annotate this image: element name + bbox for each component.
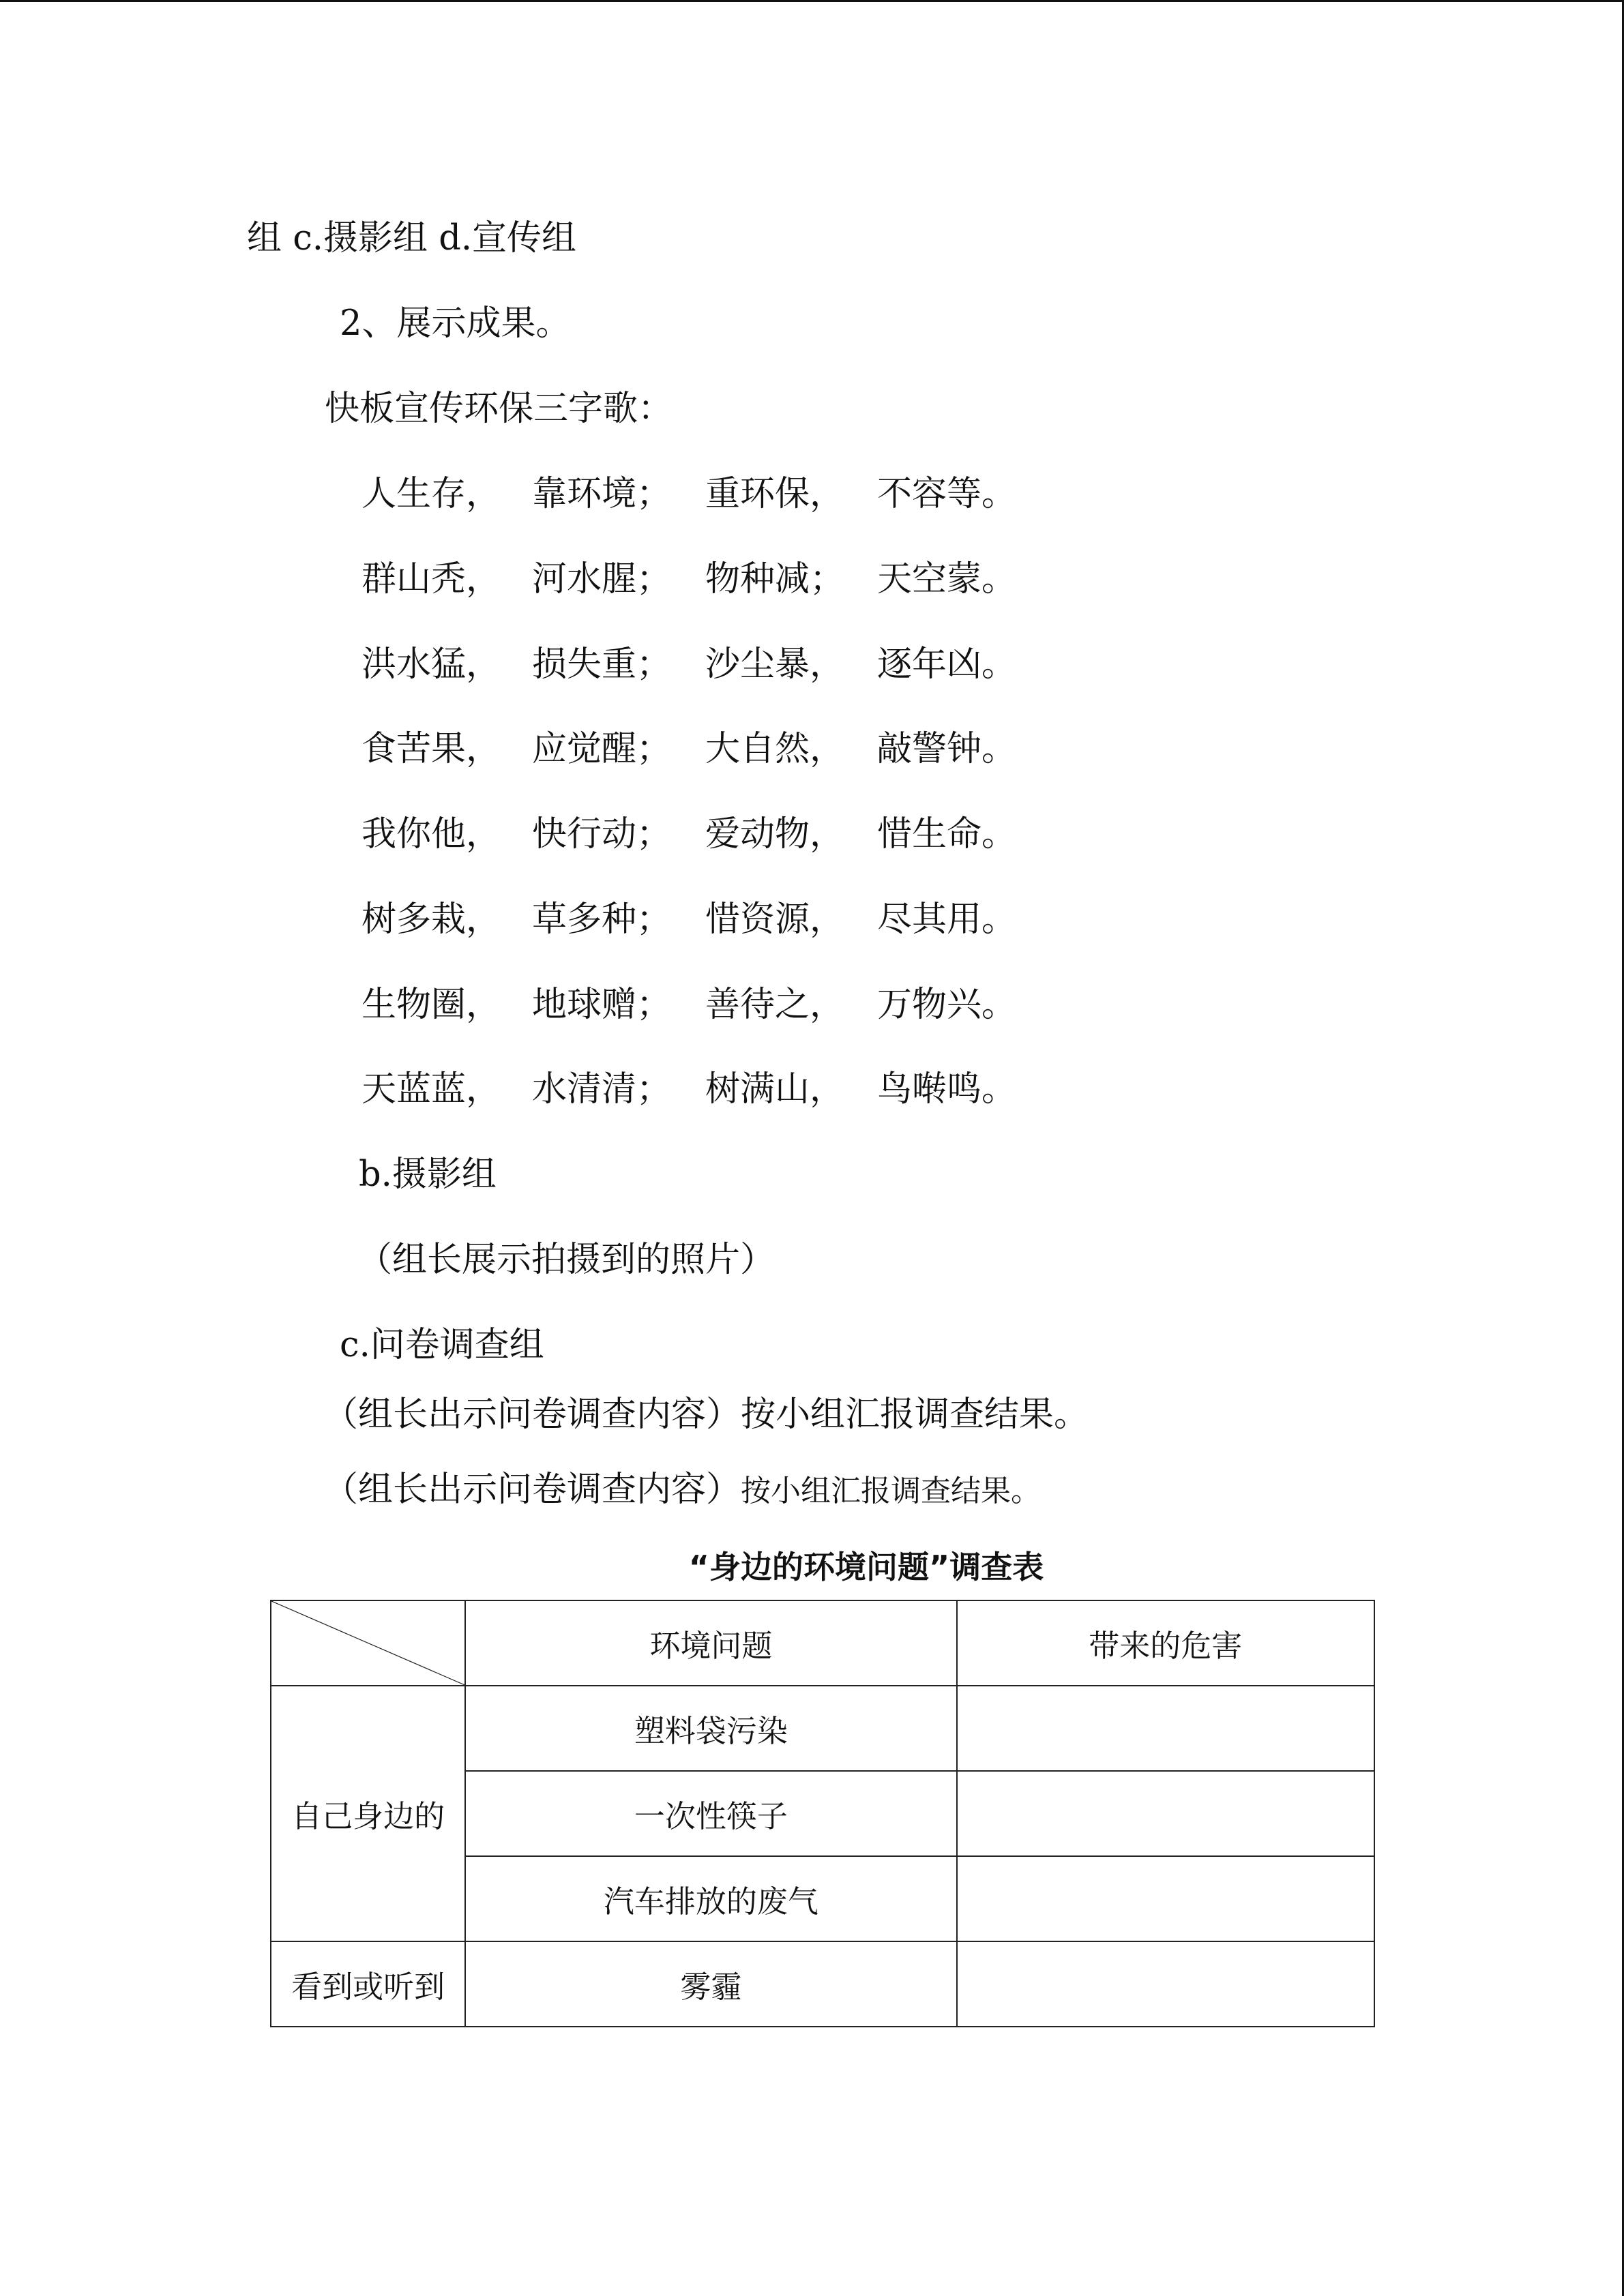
- harm-cell[interactable]: [957, 1771, 1374, 1856]
- verse-phrase: 天空蒙。: [877, 559, 1017, 599]
- diagonal-header-cell: [271, 1600, 465, 1686]
- verse-phrase: 河水腥；: [532, 559, 672, 599]
- survey-table-title: “身边的环境问题”调查表: [688, 1549, 1044, 1585]
- verse-phrase: 水清清；: [532, 1069, 672, 1109]
- verse-phrase: 爱动物，: [705, 814, 845, 854]
- harm-cell[interactable]: [957, 1941, 1374, 2027]
- verse-phrase: 洪水猛，: [361, 644, 501, 685]
- verse-phrase: 应觉醒；: [532, 729, 672, 769]
- verse-phrase: 惜资源，: [705, 899, 845, 940]
- results-heading: 2、展示成果。: [340, 303, 571, 344]
- verse-phrase: 草多种；: [532, 899, 672, 940]
- verse-phrase: 尽其用。: [877, 899, 1017, 940]
- verse-phrase: 树满山，: [705, 1069, 845, 1109]
- verse-phrase: 逐年凶。: [877, 644, 1017, 685]
- issue-cell: 雾霾: [465, 1941, 956, 2027]
- table-header-row: [271, 1600, 1374, 1686]
- survey-table: [270, 1600, 1375, 2027]
- harm-cell[interactable]: [957, 1686, 1374, 1771]
- verse-phrase: 敲警钟。: [877, 729, 1017, 769]
- harm-cell[interactable]: [957, 1856, 1374, 1941]
- song-title: 快板宣传环保三字歌：: [325, 389, 673, 429]
- verse-phrase: 靠环境；: [532, 474, 672, 514]
- verse-phrase: 大自然，: [705, 729, 845, 769]
- verse-phrase: 鸟啭鸣。: [877, 1069, 1017, 1109]
- verse-phrase: 万物兴。: [877, 985, 1017, 1025]
- group-self-cell: 自己身边的: [271, 1686, 465, 1941]
- verse-phrase: 天蓝蓝，: [361, 1069, 501, 1109]
- verse-phrase: 生物圈，: [361, 985, 501, 1025]
- verse-phrase: 物种减；: [705, 559, 845, 599]
- verse-phrase: 我你他，: [361, 814, 501, 854]
- header-issue: 环境问题: [465, 1600, 956, 1686]
- issue-cell: 塑料袋污染: [465, 1686, 956, 1771]
- group-heard-cell: 看到或听到: [271, 1941, 465, 2027]
- verse-phrase: 地球赠；: [532, 985, 672, 1025]
- report-suffix: 按小组汇报调查结果。: [741, 1474, 1042, 1508]
- page-top-border: [0, 0, 1624, 2]
- issue-cell: 一次性筷子: [465, 1771, 956, 1856]
- diagonal-line: [271, 1601, 464, 1685]
- survey-report-line-repeat: [323, 1470, 1041, 1512]
- verse-phrase: 不容等。: [877, 474, 1017, 514]
- photo-group-heading: b.摄影组: [359, 1154, 497, 1195]
- report-prefix: （组长出示问卷调查内容）: [323, 1470, 741, 1510]
- verse-phrase: 重环保，: [705, 474, 845, 514]
- groups-line: 组 c.摄影组 d.宣传组: [247, 218, 577, 258]
- verse-phrase: 食苦果，: [361, 729, 501, 769]
- table-row: [271, 1941, 1374, 2027]
- survey-report-line: （组长出示问卷调查内容）按小组汇报调查结果。: [323, 1395, 1089, 1435]
- verse-phrase: 惜生命。: [877, 814, 1017, 854]
- table-row: [271, 1686, 1374, 1771]
- verse-phrase: 善待之，: [705, 985, 845, 1025]
- verse-phrase: 沙尘暴，: [705, 644, 845, 685]
- verse-phrase: 损失重；: [532, 644, 672, 685]
- verse-phrase: 树多栽，: [361, 899, 501, 940]
- photo-group-description: （组长展示拍摄到的照片）: [357, 1240, 776, 1280]
- header-harm: 带来的危害: [957, 1600, 1374, 1686]
- verse-phrase: 人生存，: [361, 474, 501, 514]
- survey-group-heading: c.问卷调查组: [340, 1325, 544, 1365]
- verse-phrase: 快行动；: [532, 814, 672, 854]
- verse-phrase: 群山秃，: [361, 559, 501, 599]
- issue-cell: 汽车排放的废气: [465, 1856, 956, 1941]
